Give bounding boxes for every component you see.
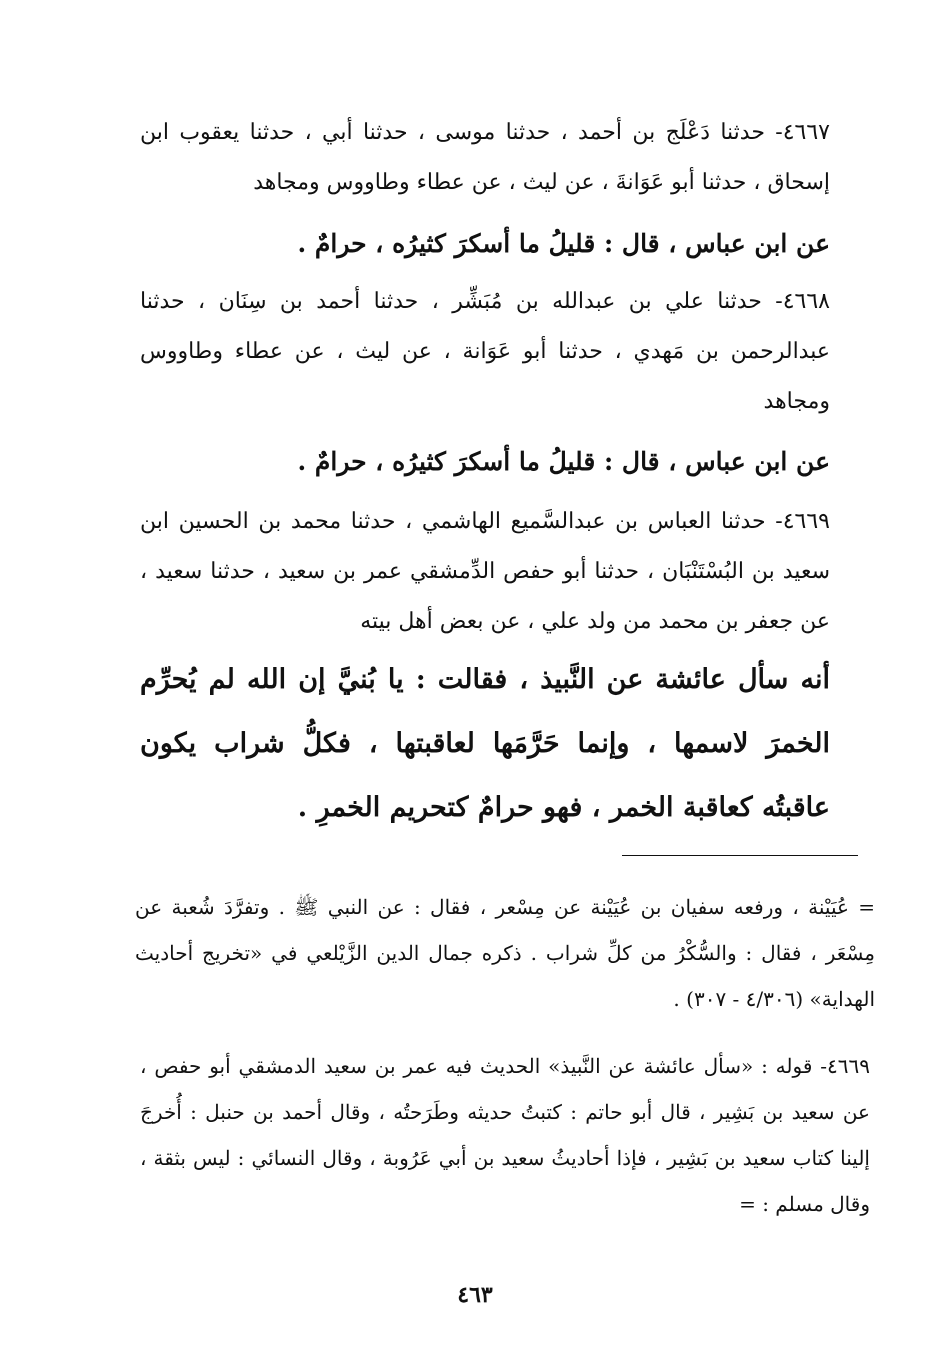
hadith-4669-isnad: ٤٦٦٩- حدثنا العباس بن عبدالسَّميع الهاشمي ، حدثنا محمد بن الحسين ابن سعيد بن البُسْتَنْبَان ، حدثنا أبو حفص الدِّمشقي عمر بن سعيد ، حدثنا سعيد ، عن جعفر بن محمد من ولد علي ، عن بعض أهل بيته xyxy=(140,509,830,634)
hadith-4667-matn: عن ابن عباس ، قال : قليلُ ما أسكرَ كثيرُه ، حرامٌ . xyxy=(297,229,830,258)
footnote-continued: = عُيَيْنة ، ورفعه سفيان بن عُيَيْنة عن مِسْعر ، فقال : عن النبي ﷺ . وتفرَّدَ شُعبة عن مِسْعَر ، فقال : والسُّكْرُ من كلِّ شراب . ذكره جمال الدين الزَّيْلعي في «تخريج أحاديث الهداية» (٤/٣٠٦ - ٣٠٧) . xyxy=(135,895,875,1011)
footnote-4669: ٤٦٦٩- قوله : «سأل عائشة عن النَّبيذ» الحديث فيه عمر بن سعيد الدمشقي أبو حفص ، عن سعيد بن بَشِير ، قال أبو حاتم : كتبتُ حديثه وطَرَحتُه ، وقال أحمد بن حنبل : أُخرجَ إلينا كتاب سعيد بن بَشِير ، فإذا أحاديثُ سعيد بن أبي عَرُوبة ، وقال النسائي : ليس بثقة ، وقال مسلم : = xyxy=(140,1054,870,1216)
hadith-4667-isnad: ٤٦٦٧- حدثنا دَعْلَج بن أحمد ، حدثنا موسى ، حدثنا أبي ، حدثنا يعقوب ابن إسحاق ، حدثنا أبو عَوَانةَ ، عن ليث ، عن عطاء وطاووس ومجاهد xyxy=(140,120,830,195)
hadith-4668-matn: عن ابن عباس ، قال : قليلُ ما أسكرَ كثيرُه ، حرامٌ . xyxy=(297,447,830,476)
page-number: ٤٦٣ xyxy=(457,1282,493,1308)
footnote-separator xyxy=(622,855,858,856)
hadith-4668-isnad: ٤٦٦٨- حدثنا علي بن عبدالله بن مُبَشِّر ، حدثنا أحمد بن سِنَان ، حدثنا عبدالرحمن بن مَهدي ، حدثنا أبو عَوَانة ، عن ليث ، عن عطاء وطاووس ومجاهد xyxy=(140,289,830,414)
hadith-4669-matn: أنه سأل عائشة عن النَّبيذ ، فقالت : يا بُنيَّ إن الله لم يُحرِّم الخمرَ لاسمها ، وإنما حَرَّمَها لعاقبتها ، فكلُّ شراب يكون عاقبتُه كعاقبة الخمر ، فهو حرامٌ كتحريم الخمرِ . xyxy=(140,664,830,823)
